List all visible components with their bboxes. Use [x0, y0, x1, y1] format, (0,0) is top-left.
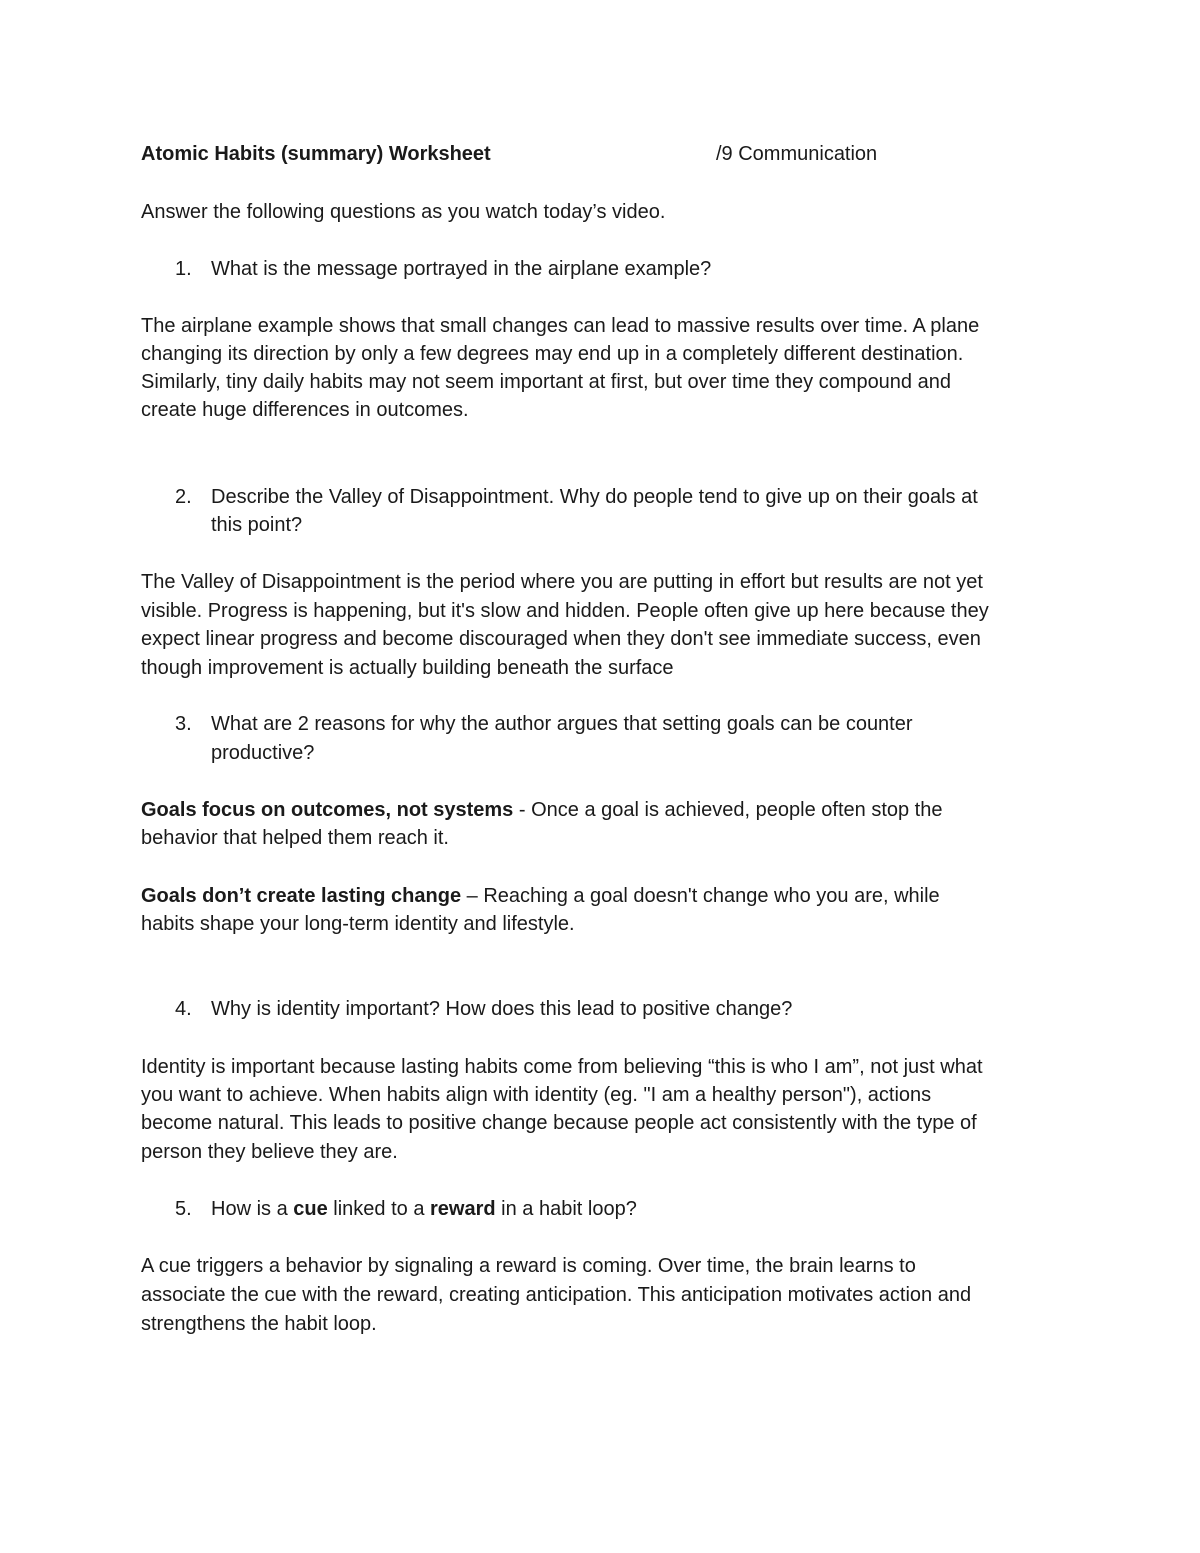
reason-2-heading: Goals don’t create lasting change — [141, 885, 462, 907]
question-number: 5. — [175, 1198, 192, 1220]
question-2-text: Describe the Valley of Disappointment. Why do people tend to give up on their goals at — [211, 486, 978, 508]
question-3-text: productive? — [211, 742, 315, 764]
question-2-text: this point? — [211, 514, 303, 536]
answer-4-line: become natural. This leads to positive change because people act consistently with the type of — [141, 1112, 977, 1134]
answer-2-line: though improvement is actually building beneath the surface — [141, 657, 674, 679]
answer-2-line: visible. Progress is happening, but it's slow and hidden. People often give up here because they — [141, 600, 989, 622]
answer-5-line: A cue triggers a behavior by signaling a reward is coming. Over time, the brain learns to — [141, 1255, 916, 1277]
answer-1-line: The airplane example shows that small changes can lead to massive results over time. A plane — [141, 315, 980, 337]
answer-1-line: Similarly, tiny daily habits may not seem important at first, but over time they compound and — [141, 371, 951, 393]
question-5-text — [211, 1195, 637, 1223]
question-number: 4. — [175, 998, 192, 1020]
reason-2-text: – Reaching a goal doesn't change who you are, while — [461, 885, 940, 907]
question-4-text: Why is identity important? How does this lead to positive change? — [211, 998, 793, 1020]
reason-1-line — [141, 796, 942, 824]
question-1-text: What is the message portrayed in the airplane example? — [211, 258, 712, 280]
reason-1-text: - Once a goal is achieved, people often stop the — [513, 799, 943, 821]
reason-1-heading: Goals focus on outcomes, not systems — [141, 799, 514, 821]
question-number: 2. — [175, 486, 192, 508]
reason-2-line — [141, 882, 940, 910]
question-5-part: in a habit loop? — [495, 1198, 637, 1220]
answer-4-line: you want to achieve. When habits align with identity (eg. "I am a healthy person"), actions — [141, 1084, 932, 1106]
answer-1-line: create huge differences in outcomes. — [141, 399, 469, 421]
score-label: /9 Communication — [716, 143, 878, 165]
question-number: 3. — [175, 713, 192, 735]
question-5-cue: cue — [293, 1198, 328, 1220]
reason-2-line: habits shape your long-term identity and lifestyle. — [141, 913, 575, 935]
reason-1-line: behavior that helped them reach it. — [141, 827, 449, 849]
question-5-reward: reward — [430, 1198, 496, 1220]
worksheet-title: Atomic Habits (summary) Worksheet — [141, 143, 491, 165]
answer-5-line: associate the cue with the reward, creating anticipation. This anticipation motivates action and — [141, 1284, 972, 1306]
answer-2-line: The Valley of Disappointment is the period where you are putting in effort but results are not yet — [141, 571, 983, 593]
instructions: Answer the following questions as you watch today’s video. — [141, 201, 666, 223]
question-5-part: How is a — [211, 1198, 294, 1220]
answer-1-line: changing its direction by only a few degrees may end up in a completely different destination. — [141, 343, 964, 365]
answer-4-line: person they believe they are. — [141, 1141, 398, 1163]
answer-5-line: strengthens the habit loop. — [141, 1313, 377, 1335]
answer-2-line: expect linear progress and become discouraged when they don't see immediate success, even — [141, 628, 981, 650]
question-5-part: linked to a — [327, 1198, 431, 1220]
answer-4-line: Identity is important because lasting habits come from believing “this is who I am”, not just what — [141, 1056, 983, 1078]
question-3-text: What are 2 reasons for why the author argues that setting goals can be counter — [211, 713, 913, 735]
question-number: 1. — [175, 258, 192, 280]
